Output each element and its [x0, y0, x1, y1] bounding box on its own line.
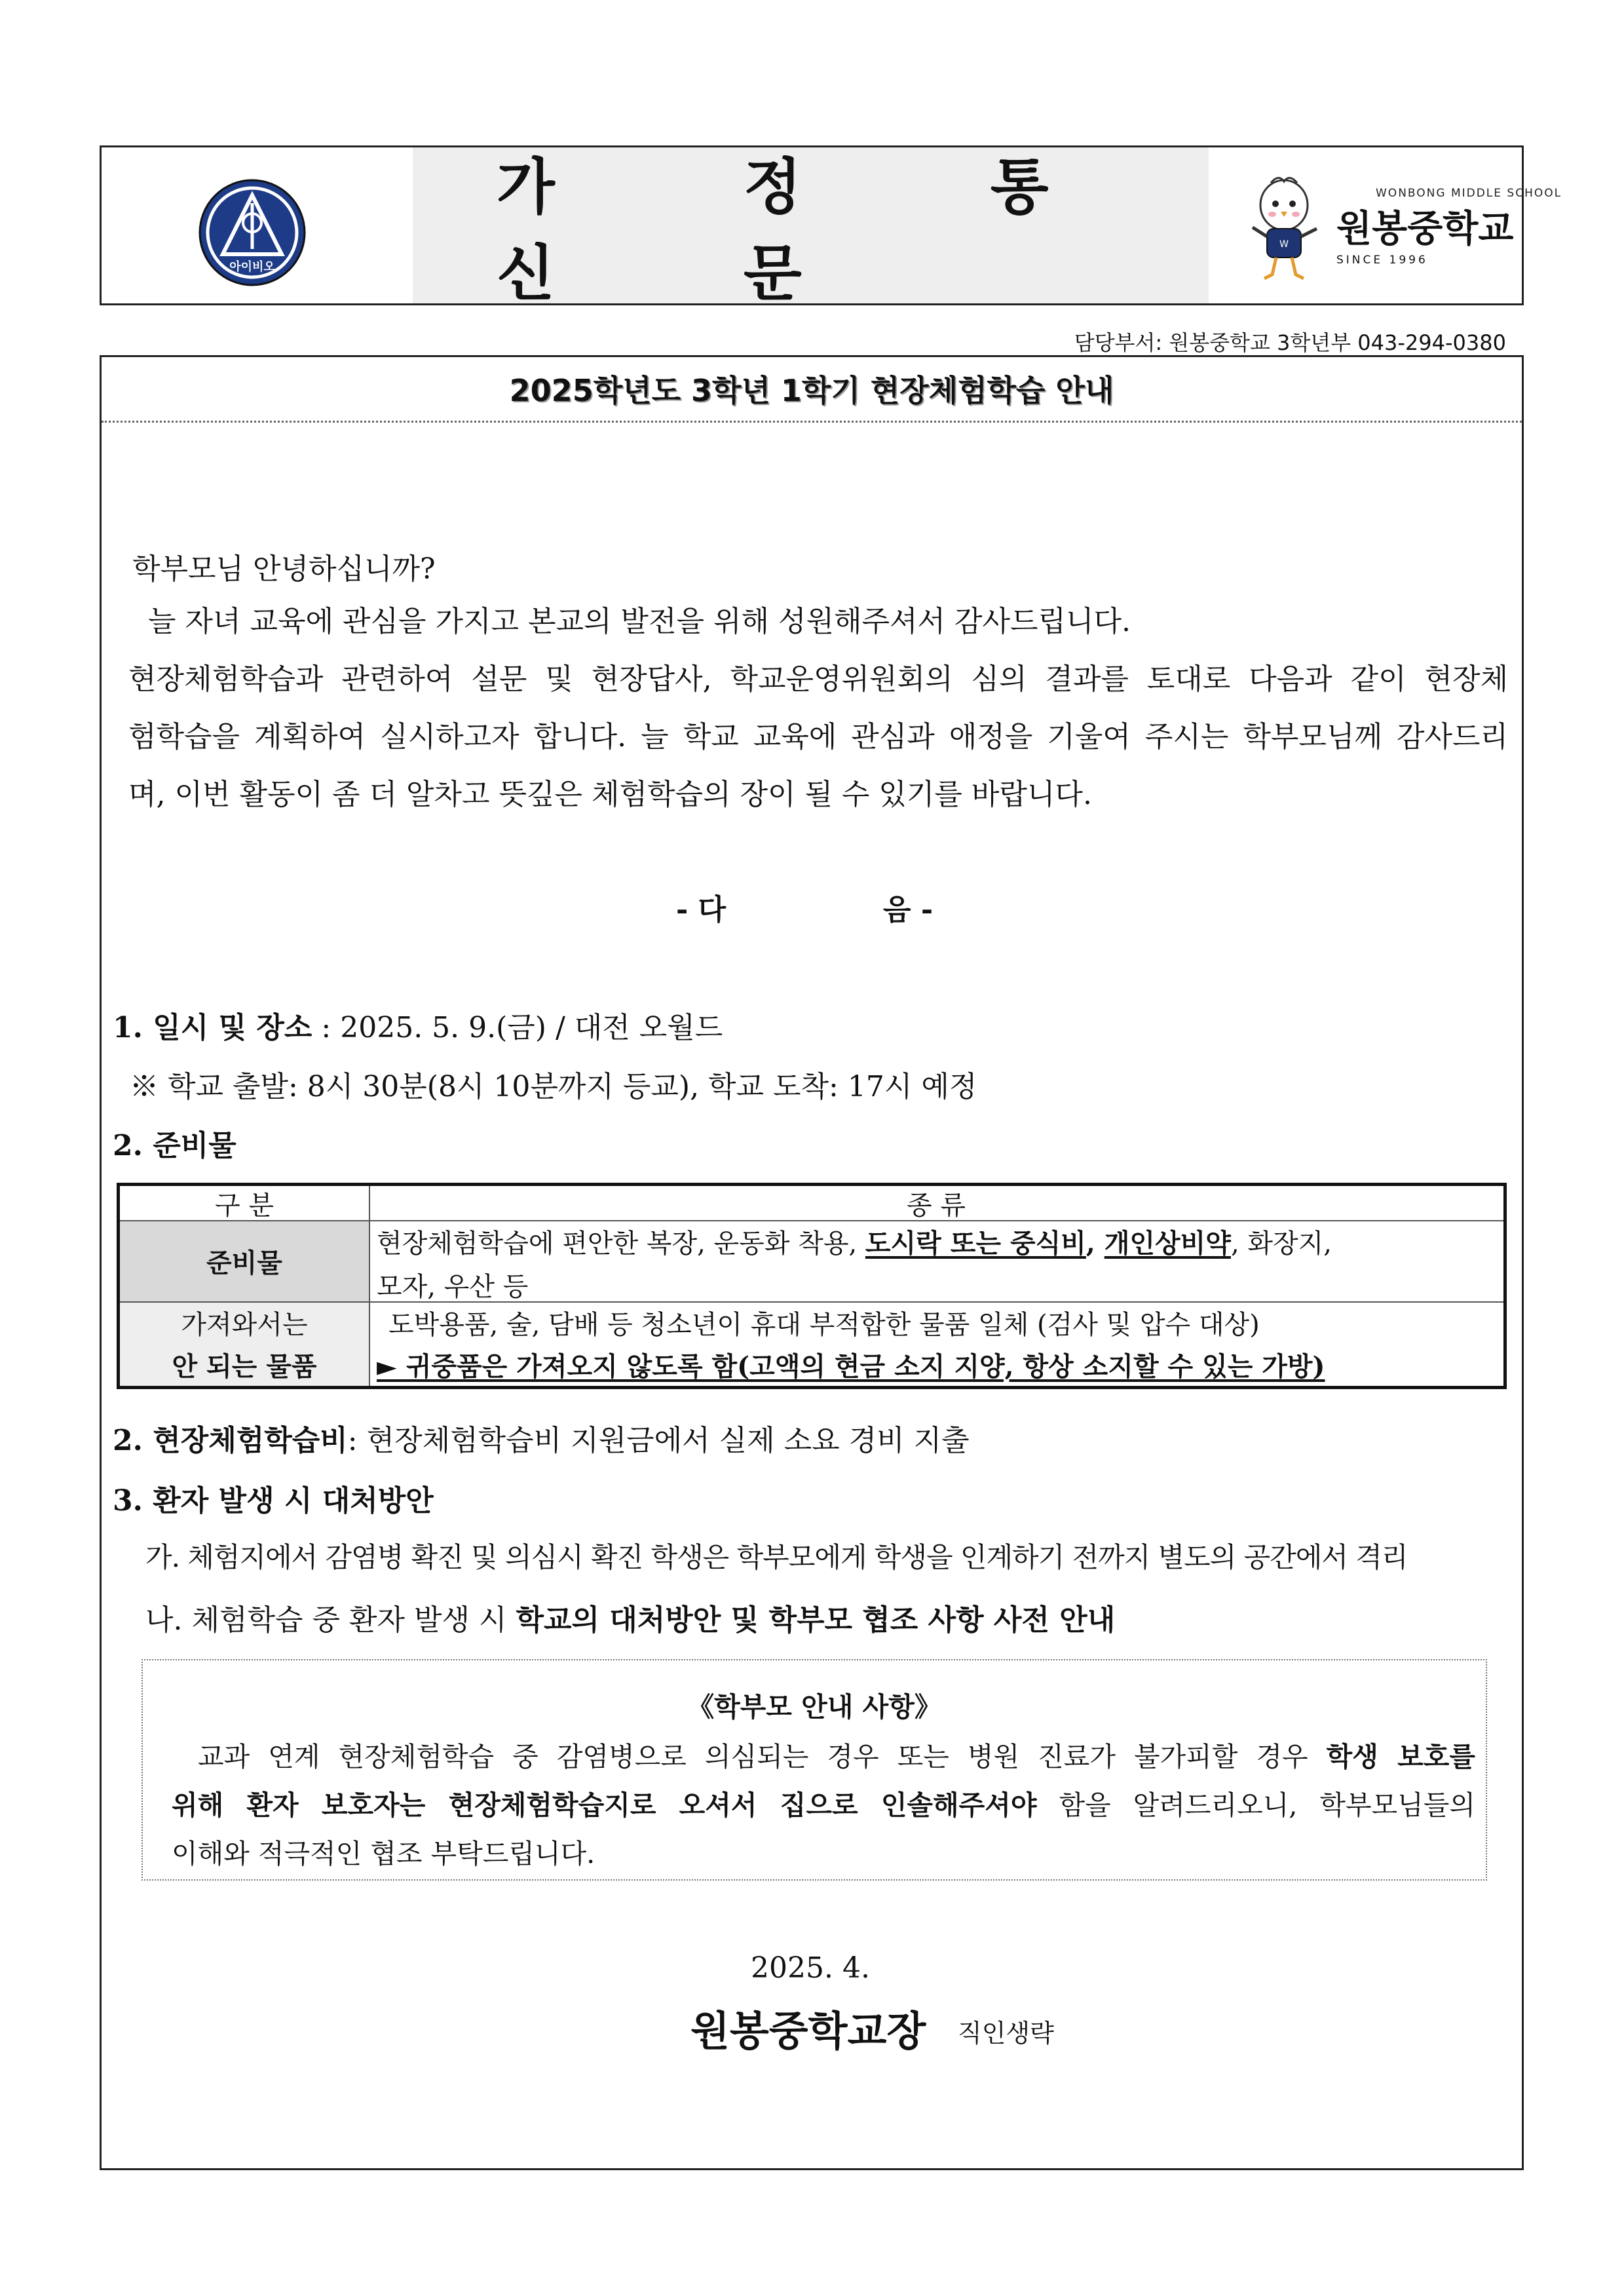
notice-line-1-text: 교과 연계 현장체험학습 중 감염병으로 의심되는 경우 또는 병원 진료가 불가피할 경우	[198, 1741, 1327, 1772]
table-row-2-line-1: 도박용품, 술, 담배 등 청소년이 휴대 부적합한 물품 일체 (검사 및 압수 대상)	[388, 1310, 1260, 1340]
item-na-bold: 학교의 대처방안 및 학부모 협조 사항 사전 안내	[516, 1603, 1116, 1637]
table-head-items: 종 류	[907, 1190, 966, 1221]
principal-signature: 원봉중학교장	[690, 2007, 926, 2055]
table-row-2-label-a: 가져와서는	[120, 1301, 369, 1343]
greeting-line-1: 학부모님 안녕하십니까?	[132, 552, 436, 586]
row-1-text-e: , 화장지,	[1230, 1229, 1332, 1259]
department-contact: 담당부서: 원봉중학교 3학년부 043-294-0380	[1074, 330, 1506, 355]
section-1-colon: :	[312, 1011, 341, 1044]
next-heading-left: - 다	[676, 893, 727, 927]
greeting-line-3: 현장체험학습과 관련하여 설문 및 현장답사, 학교운영위원회의 심의 결과를 토대로 다음과 같이 현장체	[128, 662, 1508, 696]
issue-date: 2025. 4.	[751, 1951, 870, 1985]
notice-line-2-text: 함을 알려드리오니, 학부모님들의	[1036, 1789, 1475, 1821]
greeting-line-4: 험학습을 계획하여 실시하고자 합니다. 늘 학교 교육에 관심과 애정을 기울여 주시는 학부모님께 감사드리	[128, 720, 1508, 754]
section-1-value: 2025. 5. 9.(금) / 대전 오월드	[340, 1011, 723, 1044]
school-wordmark	[1336, 187, 1562, 267]
row-1-text-a: 현장체험학습에 편안한 복장, 운동화 착용,	[377, 1229, 865, 1259]
section-3-value: : 현장체험학습비 지원금에서 실제 소요 경비 지출	[347, 1424, 970, 1457]
wordmark-english: WONBONG MIDDLE SCHOOL	[1376, 187, 1562, 200]
title-divider	[102, 421, 1522, 423]
section-1	[113, 1004, 723, 1046]
table-row-2-label-b: 안 되는 물품	[120, 1343, 369, 1386]
table-row-1-line-2: 모자, 우산 등	[377, 1272, 529, 1302]
supplies-table	[117, 1183, 1507, 1389]
section-2-label: 2. 준비물	[113, 1129, 236, 1162]
notice-line-1-bold: 학생 보호를	[1326, 1741, 1475, 1772]
school-emblem-icon	[197, 177, 308, 288]
row-1-lunch: 도시락 또는 중식비	[865, 1228, 1086, 1259]
document-title: 2025학년도 3학년 1학기 현장체험학습 안내	[509, 372, 1114, 408]
row-1-comma: ,	[1086, 1228, 1105, 1259]
notice-title: 《학부모 안내 사항》	[687, 1691, 941, 1723]
section-4-item-ga: 가. 체험지에서 감염병 확진 및 의심시 확진 학생은 학부모에게 학생을 인계하기 전까지 별도의 공간에서 격리	[145, 1541, 1408, 1573]
mascot-icon	[1245, 174, 1323, 282]
item-na-text: 나. 체험학습 중 환자 발생 시	[145, 1603, 516, 1637]
notice-line-2-bold: 위해 환자 보호자는 현장체험학습지로 오셔서 집으로 인솔해주셔야	[172, 1789, 1037, 1821]
table-row-2-line-2: ► 귀중품은 가져오지 않도록 함(고액의 현금 소지 지양, 항상 소지할 수 있는 가방)	[377, 1351, 1325, 1382]
notice-line-1	[172, 1735, 1475, 1774]
notice-line-3: 이해와 적극적인 협조 부탁드립니다.	[172, 1838, 595, 1869]
greeting-line-5: 며, 이번 활동이 좀 더 알차고 뜻깊은 체험학습의 장이 될 수 있기를 바랍니다.	[128, 778, 1092, 811]
seal-omitted-note: 직인생략	[958, 2019, 1054, 2048]
next-heading-right: 음 -	[883, 893, 934, 927]
table-head-category: 구 분	[215, 1190, 274, 1221]
section-4-item-na	[145, 1596, 1115, 1638]
section-1-note: ※ 학교 출발: 8시 30분(8시 10분까지 등교), 학교 도착: 17시 예정	[130, 1070, 977, 1103]
section-1-label: 1. 일시 및 장소	[113, 1011, 312, 1044]
svg-text:W: W	[1279, 239, 1289, 250]
table-row-divider-1	[120, 1220, 1503, 1221]
section-3	[113, 1417, 970, 1459]
wordmark-since: SINCE 1996	[1336, 254, 1428, 267]
notice-line-2	[172, 1784, 1475, 1822]
section-4-label: 3. 환자 발생 시 대처방안	[113, 1484, 434, 1518]
greeting-line-2: 늘 자녀 교육에 관심을 가지고 본교의 발전을 위해 성원해주셔서 감사드립니다.	[148, 605, 1131, 638]
emblem-text: 아이비오	[229, 260, 275, 274]
wordmark-name: 원봉중학교	[1336, 208, 1514, 250]
table-row-1-label: 준비물	[120, 1220, 369, 1301]
table-row-divider-2	[120, 1301, 1503, 1303]
table-col-divider	[369, 1186, 370, 1386]
table-row-1-line-1	[377, 1223, 1332, 1260]
section-3-label: 2. 현장체험학습비	[113, 1424, 348, 1457]
row-1-medicine: 개인상비약	[1104, 1228, 1231, 1259]
page-title: 가 정 통 신 문	[497, 152, 1133, 309]
